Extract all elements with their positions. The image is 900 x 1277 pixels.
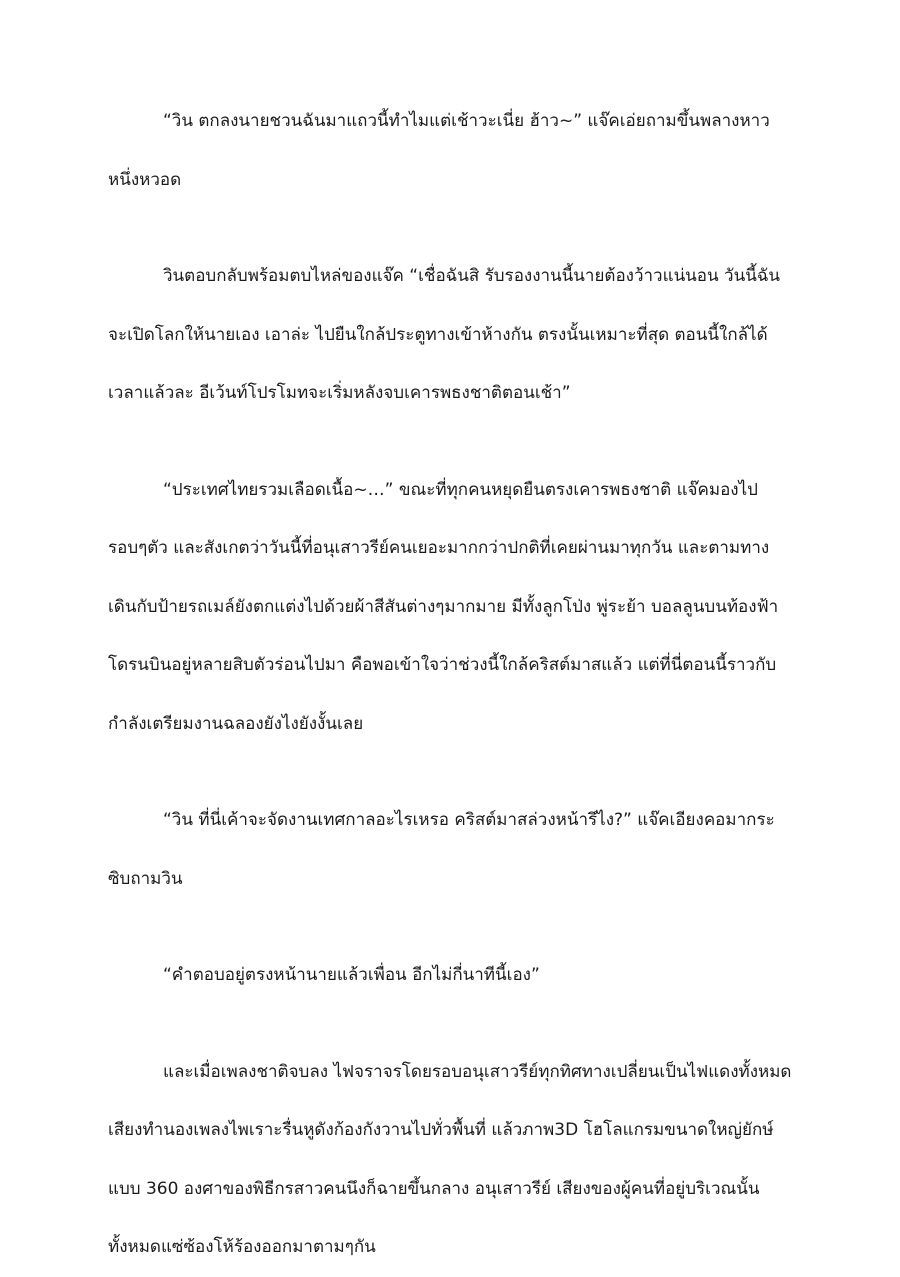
paragraph-6: และเมื่อเพลงชาติจบลง ไฟจราจรโดยรอบอนุเสาวรีย์ทุกทิศทางเปลี่ยนเป็นไฟแดงทั้งหมด เสียงทำนองเพลงไพเราะรื่นหูดังก้องกังวานไปทั่วพื้นที่ แล้วภาพ3D โฮโลแกรมขนาดใหญ่ยักษ์แบบ 360 องศาของพิธีกรสาวคนนึงก็ฉายขึ้นกลาง อนุเสาวรีย์ เสียงของผู้คนที่อยู่บริเวณนั้นทั้งหมดแซ่ซ้องโห้ร้องออกมาตามๆกัน xyxy=(108,1061,792,1257)
paragraph-3: “ประเทศไทยรวมเลือดเนื้อ~…” ขณะที่ทุกคนหยุดยืนตรงเคารพธงชาติ แจ๊คมองไปรอบๆตัว และสังเกตว่าวันนี้ที่อนุเสาวรีย์คนเยอะมากกว่าปกติที่เคยผ่านมาทุกวัน และตามทางเดินกับป้ายรถเมล์ยังตกแต่งไปด้วยผ้าสีสันต่างๆมากมาย มีทั้งลูกโป่ง พู่ระย้า บอลลูนบนท้องฟ้า โดรนบินอยู่หลายสิบตัวร่อนไปมา คือพอเข้าใจว่าช่วงนี้ใกล้คริสต์มาสแล้ว แต่ที่นี่ตอนนี้ราวกับกำลังเตรียมงานฉลองยังไงยังงั้นเลย xyxy=(108,479,779,734)
document-body xyxy=(108,92,792,1277)
paragraph-1: “วิน ตกลงนายชวนฉันมาแถวนี้ทำไมแต่เช้าวะเนี่ย ฮ้าว~” แจ๊คเอ่ยถามขึ้นพลางหาวหนึ่งหวอด xyxy=(108,111,770,190)
paragraph-5: “คำตอบอยู่ตรงหน้านายแล้วเพื่อน อีกไม่กี่นาทีนี้เอง” xyxy=(163,965,540,985)
paragraph-2: วินตอบกลับพร้อมตบไหล่ของแจ๊ค “เชื่อฉันสิ รับรองงานนี้นายต้องว้าวแน่นอน วันนี้ฉันจะเปิดโลกให้นายเอง เอาล่ะ ไปยืนใกล้ประตูทางเข้าห้างกัน ตรงนั้นเหมาะที่สุด ตอนนี้ใกล้ได้เวลาแล้วละ อีเว้นท์โปรโมทจะเริ่มหลังจบเคารพธงชาติตอนเช้า” xyxy=(108,266,781,403)
paragraph-4: “วิน ที่นี่เค้าจะจัดงานเทศกาลอะไรเหรอ คริสต์มาสล่วงหน้ารึไง?” แจ๊คเอียงคอมากระซิบถามวิน xyxy=(108,810,775,889)
